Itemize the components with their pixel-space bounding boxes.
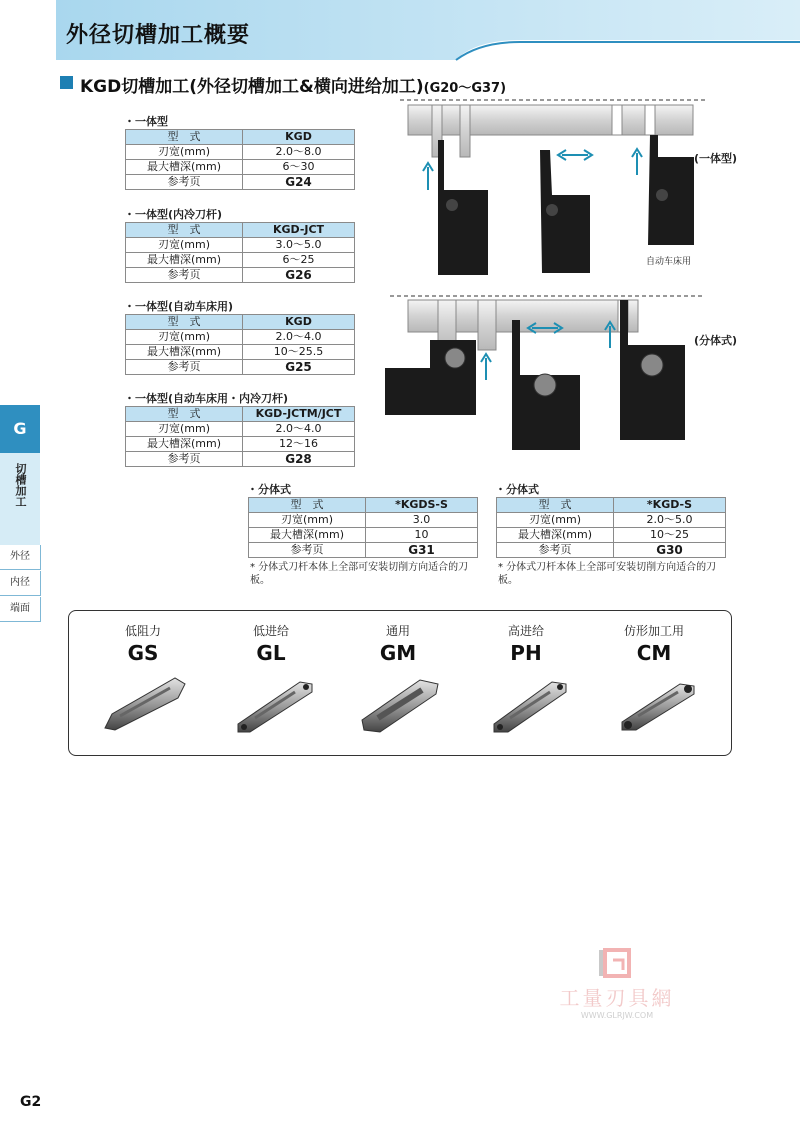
row-value: 6～30: [243, 160, 355, 175]
model-name: *KGD-S: [614, 498, 726, 513]
row-label: 最大槽深(mm): [249, 528, 366, 543]
ref-page-link[interactable]: G25: [243, 360, 355, 375]
row-value: 10～25.5: [243, 345, 355, 360]
row-label: 最大槽深(mm): [126, 437, 243, 452]
side-item-inner[interactable]: 内径: [0, 571, 41, 596]
insert-images: [90, 670, 720, 740]
table6-note: * 分体式刀杆本体上全部可安装切削方向适合的刀板。: [498, 562, 717, 586]
type-header: 型 式: [497, 498, 614, 513]
insert-gs-image: [105, 678, 185, 730]
insert-name: 低进给: [252, 624, 289, 638]
side-item-outer[interactable]: 外径: [0, 545, 41, 570]
row-label: 最大槽深(mm): [126, 253, 243, 268]
type-header: 型 式: [126, 130, 243, 145]
insert-cm[interactable]: [599, 622, 709, 665]
insert-name: 高进给: [507, 624, 544, 638]
split-type-diagram: [380, 290, 710, 455]
side-item-face[interactable]: 端面: [0, 597, 41, 622]
model-name: KGD: [243, 315, 355, 330]
ref-label: 参考页: [126, 360, 243, 375]
model-name: KGD-JCTM/JCT: [243, 407, 355, 422]
insert-ph[interactable]: [471, 622, 581, 665]
insert-code: PH: [510, 641, 542, 665]
table4-label: ・一体型(自动车床用・内冷刀杆): [124, 392, 289, 405]
table-kgds-s: [248, 497, 478, 558]
table-kgd-jctm: [125, 406, 355, 467]
row-value: 3.0～5.0: [243, 238, 355, 253]
table-kgd-s: [496, 497, 726, 558]
model-name: *KGDS-S: [366, 498, 478, 513]
model-name: KGD: [243, 130, 355, 145]
split-type-label: (分体式): [694, 334, 738, 347]
row-label: 刃宽(mm): [497, 513, 614, 528]
watermark-logo: [597, 948, 637, 978]
ref-label: 参考页: [126, 175, 243, 190]
type-header: 型 式: [249, 498, 366, 513]
table-kgd-auto: [125, 314, 355, 375]
insert-code: GS: [127, 641, 159, 665]
insert-name: 通用: [385, 624, 410, 638]
table5-note: * 分体式刀杆本体上全部可安装切削方向适合的刀板。: [250, 562, 469, 586]
insert-gl-image: [238, 682, 312, 732]
insert-gm[interactable]: [343, 622, 453, 665]
watermark: [532, 948, 702, 1020]
row-label: 最大槽深(mm): [126, 160, 243, 175]
row-value: 10～25: [614, 528, 726, 543]
insert-gl[interactable]: [216, 622, 326, 665]
ref-label: 参考页: [249, 543, 366, 558]
ref-page-link[interactable]: G28: [243, 452, 355, 467]
row-label: 最大槽深(mm): [126, 345, 243, 360]
type-header: 型 式: [126, 407, 243, 422]
insert-code: GM: [379, 641, 417, 665]
insert-gs[interactable]: [88, 622, 198, 665]
section-code: KGD: [80, 77, 122, 97]
insert-name: 仿形加工用: [623, 624, 684, 638]
row-value: 3.0: [366, 513, 478, 528]
integral-type-diagram: [380, 95, 710, 275]
type-header: 型 式: [126, 315, 243, 330]
ref-page-link[interactable]: G24: [243, 175, 355, 190]
row-label: 刃宽(mm): [249, 513, 366, 528]
insert-code: GL: [256, 641, 286, 665]
row-label: 刃宽(mm): [126, 145, 243, 160]
page-number: G2: [20, 1094, 42, 1110]
page-title: 外径切槽加工概要: [66, 23, 251, 48]
side-category-label: 切槽加工: [14, 463, 27, 507]
ref-page-link[interactable]: G31: [366, 543, 478, 558]
row-label: 刃宽(mm): [126, 422, 243, 437]
table-kgd: [125, 129, 355, 190]
ref-page-link[interactable]: G30: [614, 543, 726, 558]
insert-ph-image: [494, 682, 566, 732]
row-label: 刃宽(mm): [126, 238, 243, 253]
ref-label: 参考页: [126, 268, 243, 283]
table-kgd-jct: [125, 222, 355, 283]
row-value: 2.0～4.0: [243, 330, 355, 345]
row-value: 6～25: [243, 253, 355, 268]
section-title: [80, 72, 506, 97]
side-tab-category: [0, 453, 40, 545]
section-rest: 切槽加工(外径切槽加工&横向进给加工): [121, 77, 424, 97]
table2-label: ・一体型(内冷刀杆): [124, 208, 223, 221]
watermark-url: WWW.GLRJW.COM: [580, 1011, 654, 1020]
type-header: 型 式: [126, 223, 243, 238]
table5-label: ・分体式: [247, 483, 291, 496]
section-range: (G20～G37): [423, 81, 507, 96]
side-tab-g[interactable]: G: [0, 405, 40, 453]
integral-type-label: (一体型): [694, 152, 738, 165]
model-name: KGD-JCT: [243, 223, 355, 238]
insert-name: 低阻力: [124, 624, 161, 638]
section-marker: [60, 76, 73, 89]
insert-gm-image: [362, 680, 438, 732]
row-label: 最大槽深(mm): [497, 528, 614, 543]
table3-label: ・一体型(自动车床用): [124, 300, 234, 313]
insert-cm-image: [622, 684, 694, 730]
ref-label: 参考页: [497, 543, 614, 558]
row-value: 2.0～4.0: [243, 422, 355, 437]
ref-label: 参考页: [126, 452, 243, 467]
row-value: 10: [366, 528, 478, 543]
table1-label: ・一体型: [124, 115, 168, 128]
row-value: 2.0～5.0: [614, 513, 726, 528]
row-value: 2.0～8.0: [243, 145, 355, 160]
insert-code: CM: [636, 641, 672, 665]
auto-lathe-label: 自动车床用: [646, 257, 692, 267]
row-value: 12～16: [243, 437, 355, 452]
row-label: 刃宽(mm): [126, 330, 243, 345]
watermark-text: 工量刃具網: [559, 986, 675, 1010]
table6-label: ・分体式: [495, 483, 539, 496]
ref-page-link[interactable]: G26: [243, 268, 355, 283]
